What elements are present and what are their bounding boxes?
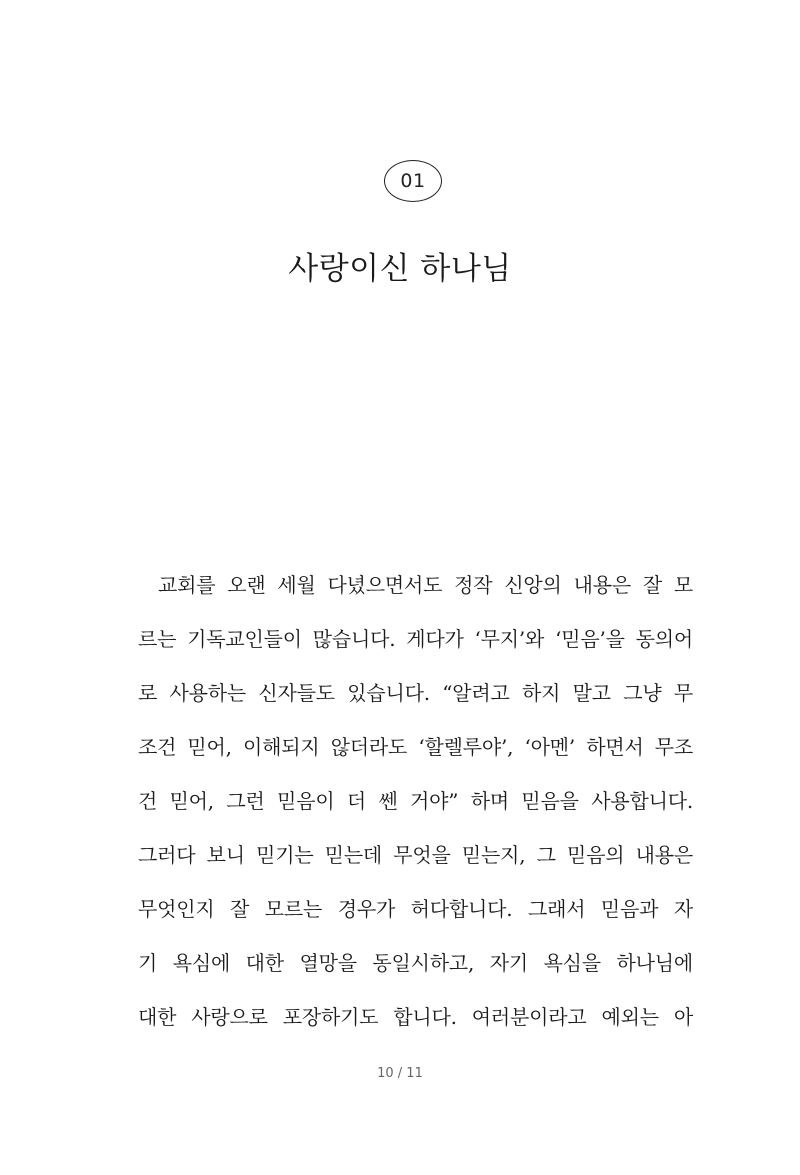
body-line: 교회를 오랜 세월 다녔으면서도 정작 신앙의 내용은 잘 모 <box>158 573 693 597</box>
body-line: 무엇인지 잘 모르는 경우가 허다합니다. 그래서 믿음과 자 <box>138 897 693 921</box>
body-line: 대한 사랑으로 포장하기도 합니다. 여러분이라고 예외는 아 <box>138 1005 693 1029</box>
chapter-title: 사랑이신 하나님 <box>288 251 512 287</box>
page-number: 10 / 11 <box>377 1066 423 1081</box>
body-text <box>138 569 693 1055</box>
body-line: 건 믿어, 그런 믿음이 더 쎈 거야” 하며 믿음을 사용합니다. <box>138 789 693 813</box>
body-line: 르는 기독교인들이 많습니다. 게다가 ‘무지’와 ‘믿음’을 동의어 <box>138 627 693 651</box>
body-line: 조건 믿어, 이해되지 않더라도 ‘할렐루야’, ‘아멘’ 하면서 무조 <box>138 735 693 759</box>
chapter-number-badge <box>384 160 442 202</box>
chapter-number: 01 <box>400 170 426 192</box>
body-line: 기 욕심에 대한 열망을 동일시하고, 자기 욕심을 하나님에 <box>138 951 693 975</box>
body-line: 로 사용하는 신자들도 있습니다. “알려고 하지 말고 그냥 무 <box>138 681 693 705</box>
body-line: 그러다 보니 믿기는 믿는데 무엇을 믿는지, 그 믿음의 내용은 <box>138 843 693 867</box>
